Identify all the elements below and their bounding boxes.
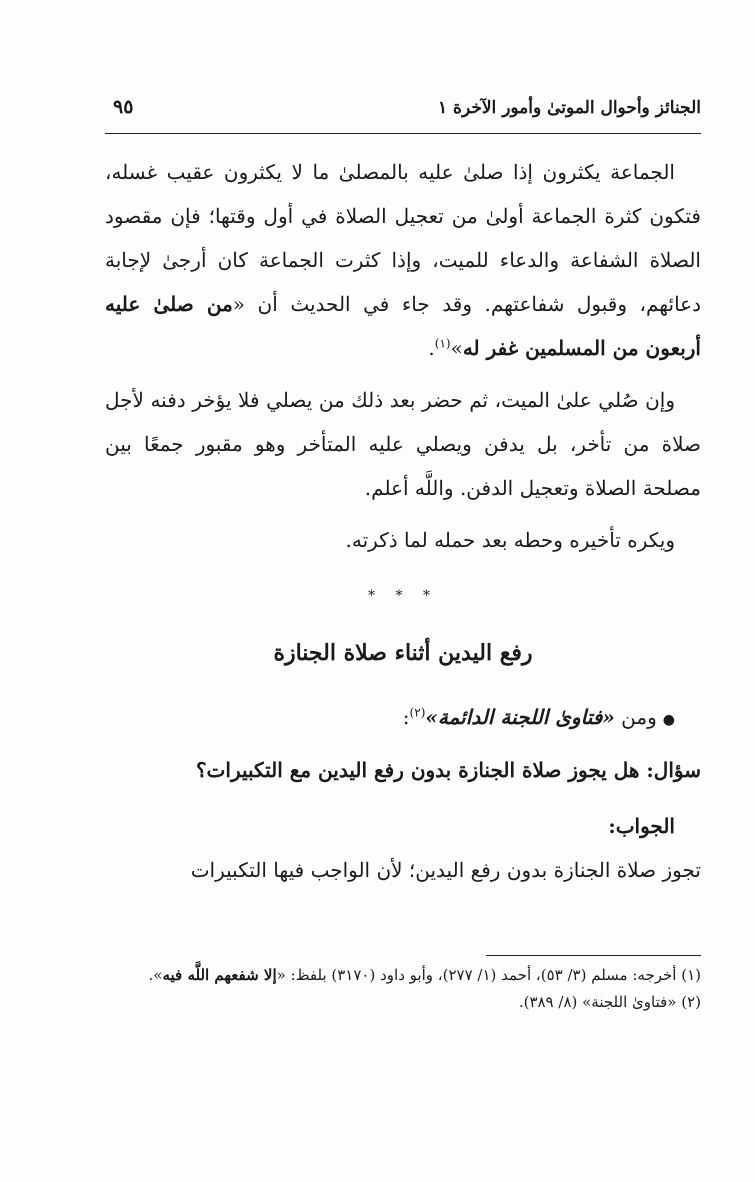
fatwa-intro: ومن [621,705,657,729]
footnote-ref-2[interactable]: (٢) [409,705,426,720]
running-title: الجنائز وأحوال الموتىٰ وأمور الآخرة ١ [438,98,701,118]
footnote-1-quote: إلا شفعهم اللَّه فيه [162,966,277,984]
quote-close: » [450,336,463,360]
paragraph-1-text: الجماعة يكثرون إذا صلىٰ عليه بالمصلىٰ ما لا يكثرون عقيب غسله، فتكون كثرة الجماعة أولىٰ من تعجيل الصلاة في أول وقتها؛ فإن مقصود الصلاة الشفاعة والدعاء للميت، وإذا كثرت الجماعة كان أرجىٰ لإجابة دعائهم، وقبول شفاعتهم. وقد جاء في الحديث أن « [105,160,701,316]
bullet-icon: ● [662,712,675,728]
footnote-1-end: ». [148,966,163,984]
section-heading: رفع اليدين أثناء صلاة الجنازة [273,640,533,666]
footnote-2: (٢) «فتاوىٰ اللجنة» (٨/ ٣٨٩). [518,993,701,1011]
page-number: ٩٥ [113,96,134,118]
section-separator: * * * [368,588,438,604]
answer-label: الجواب: [608,814,675,838]
footnote-1-text: (١) أخرجه: مسلم (٣/ ٥٣)، أحمد (١/ ٢٧٧)، وأبو داود (٣١٧٠) بلفظ: « [276,966,701,984]
fatwa-block [105,695,701,892]
header-rule [105,133,701,134]
footnote-ref-1[interactable]: (١) [434,336,451,351]
page-header [105,88,701,128]
paragraph-1-end: . [428,336,435,360]
answer-text: تجوز صلاة الجنازة بدون رفع اليدين؛ لأن الواجب فيها التكبيرات [190,858,701,882]
fatwa-source-line [105,695,701,742]
paragraph-3: ويكره تأخيره وحطه بعد حمله لما ذكرته. [345,528,675,552]
paragraph-1 [105,150,701,370]
footnotes [105,962,701,1016]
hadith-quote: من صلىٰ عليه أربعون من المسلمين غفر له [105,292,701,360]
question-text: سؤال: هل يجوز صلاة الجنازة بدون رفع اليدين مع التكبيرات؟ [195,758,701,782]
footnote-1 [105,962,701,989]
fatwa-source: «فتاوىٰ اللجنة الدائمة» [425,705,615,729]
main-text [105,150,701,574]
fatwa-colon: : [402,705,410,729]
footnote-rule [486,955,701,956]
paragraph-2: وإن صُلي علىٰ الميت، ثم حضر بعد ذلك من يصلي فلا يؤخر دفنه لأجل صلاة من تأخر، بل يدفن ويصلي عليه المتأخر وهو مقبور جمعًا بين مصلحة الصلاة وتعجيل الدفن. واللَّه أعلم. [105,388,701,500]
